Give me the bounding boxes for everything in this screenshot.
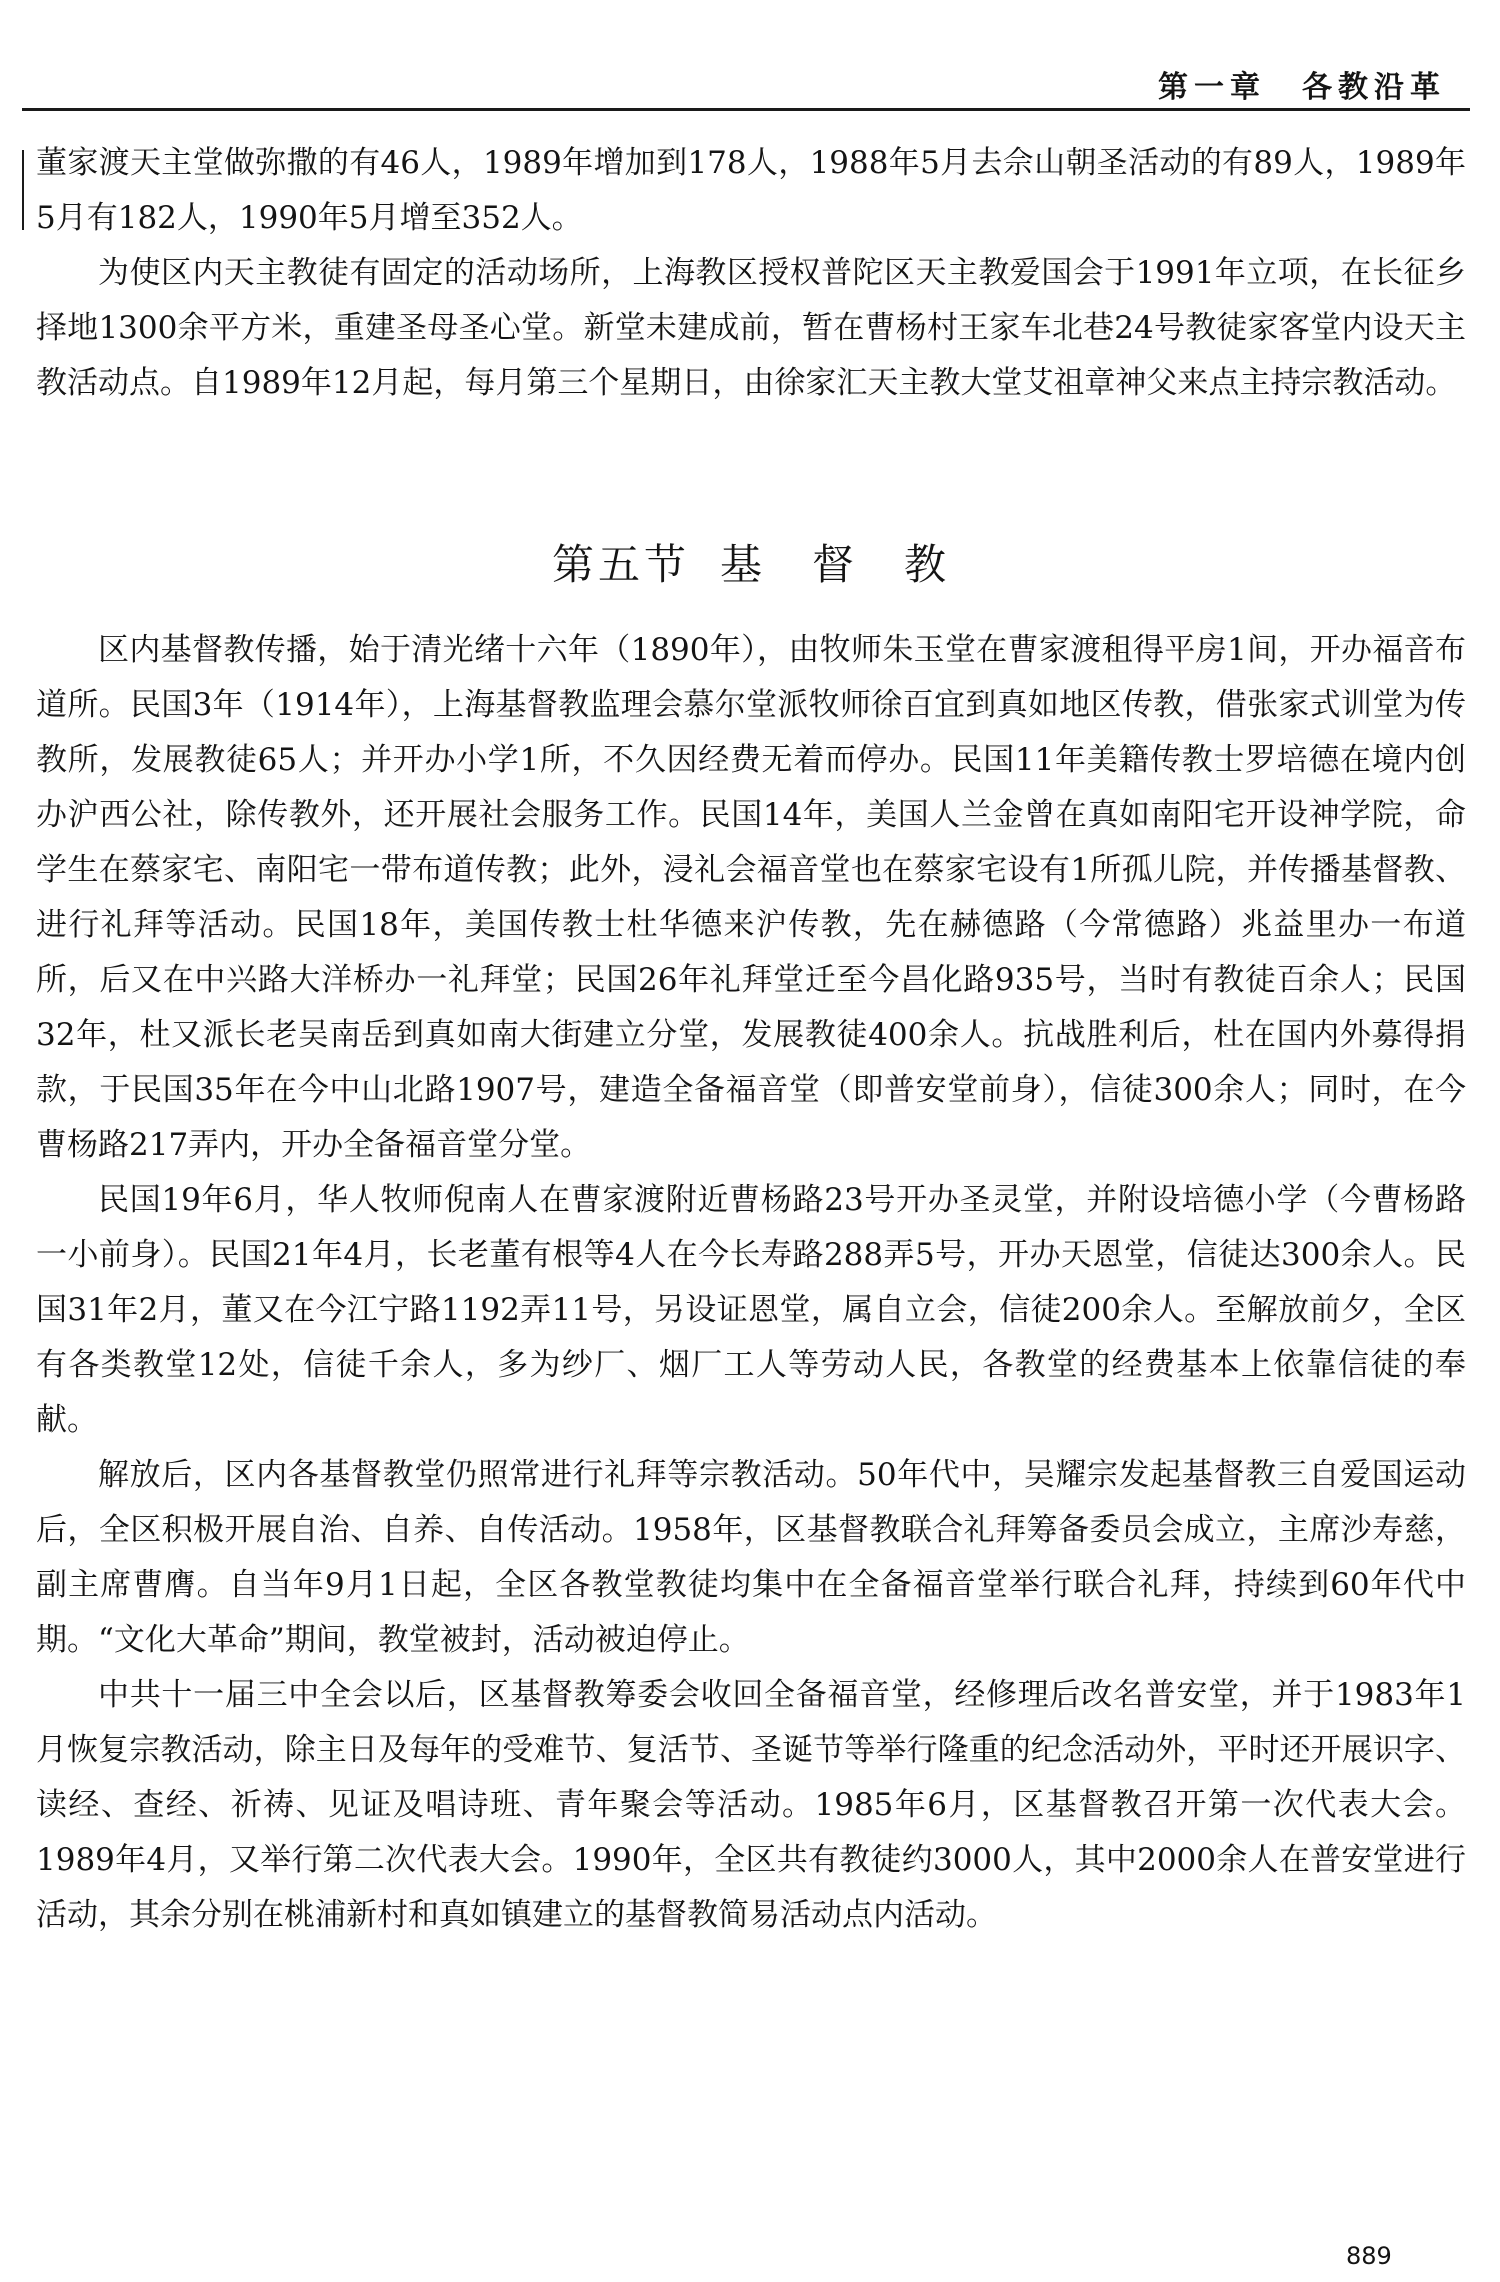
page-number: 889 — [1346, 2242, 1392, 2270]
margin-mark — [22, 150, 24, 230]
paragraph: 中共十一届三中全会以后，区基督教筹委会收回全备福音堂，经修理后改名普安堂，并于1983年1月恢复宗教活动，除主日及每年的受难节、复活节、圣诞节等举行隆重的纪念活动外，平时还开展识字、读经、查经、祈祷、见证及唱诗班、青年聚会等活动。1985年6月，区基督教召开第一次代表大会。1989年4月，又举行第二次代表大会。1990年，全区共有教徒约3000人，其中2000余人在普安堂进行活动，其余分别在桃浦新村和真如镇建立的基督教简易活动点内活动。 — [36, 1677, 1466, 1933]
page-body — [36, 136, 1466, 1943]
paragraph: 区内基督教传播，始于清光绪十六年（1890年），由牧师朱玉堂在曹家渡租得平房1间，开办福音布道所。民国3年（1914年），上海基督教监理会慕尔堂派牧师徐百宜到真如地区传教，借张家式训堂为传教所，发展教徒65人；并开办小学1所，不久因经费无着而停办。民国11年美籍传教士罗培德在境内创办沪西公社，除传教外，还开展社会服务工作。民国14年，美国人兰金曾在真如南阳宅开设神学院，命学生在蔡家宅、南阳宅一带布道传教；此外，浸礼会福音堂也在蔡家宅设有1所孤儿院，并传播基督教、进行礼拜等活动。民国18年，美国传教士杜华德来沪传教，先在赫德路（今常德路）兆益里办一布道所，后又在中兴路大洋桥办一礼拜堂；民国26年礼拜堂迁至今昌化路935号，当时有教徒百余人；民国32年，杜又派长老吴南岳到真如南大街建立分堂，发展教徒400余人。抗战胜利后，杜在国内外募得捐款，于民国35年在今中山北路1907号，建造全备福音堂（即普安堂前身），信徒300余人；同时，在今曹杨路217弄内，开办全备福音堂分堂。 — [36, 632, 1466, 1163]
section-title: 基 督 教 — [720, 540, 951, 589]
paragraph: 民国19年6月，华人牧师倪南人在曹家渡附近曹杨路23号开办圣灵堂，并附设培德小学（今曹杨路一小前身）。民国21年4月，长老董有根等4人在今长寿路288弄5号，开办天恩堂，信徒达300余人。民国31年2月，董又在今江宁路1192弄11号，另设证恩堂，属自立会，信徒200余人。至解放前夕，全区有各类教堂12处，信徒千余人，多为纱厂、烟厂工人等劳动人民，各教堂的经费基本上依靠信徒的奉献。 — [36, 1182, 1466, 1438]
header-rule — [22, 108, 1470, 111]
section-heading — [36, 535, 1466, 595]
paragraph: 为使区内天主教徒有固定的活动场所，上海教区授权普陀区天主教爱国会于1991年立项，在长征乡择地1300余平方米，重建圣母圣心堂。新堂未建成前，暂在曹杨村王家车北巷24号教徒家客堂内设天主教活动点。自1989年12月起，每月第三个星期日，由徐家汇天主教大堂艾祖章神父来点主持宗教活动。 — [36, 255, 1466, 401]
paragraph: 解放后，区内各基督教堂仍照常进行礼拜等宗教活动。50年代中，吴耀宗发起基督教三自爱国运动后，全区积极开展自治、自养、自传活动。1958年，区基督教联合礼拜筹备委员会成立，主席沙寿慈，副主席曹膺。自当年9月1日起，全区各教堂教徒均集中在全备福音堂举行联合礼拜，持续到60年代中期。“文化大革命”期间，教堂被封，活动被迫停止。 — [36, 1457, 1466, 1658]
section-number: 第五节 — [551, 540, 690, 589]
running-header: 第一章 各教沿革 — [1158, 70, 1446, 105]
paragraph-continued: 董家渡天主堂做弥撒的有46人，1989年增加到178人，1988年5月去佘山朝圣活动的有89人，1989年5月有182人，1990年5月增至352人。 — [36, 145, 1466, 236]
